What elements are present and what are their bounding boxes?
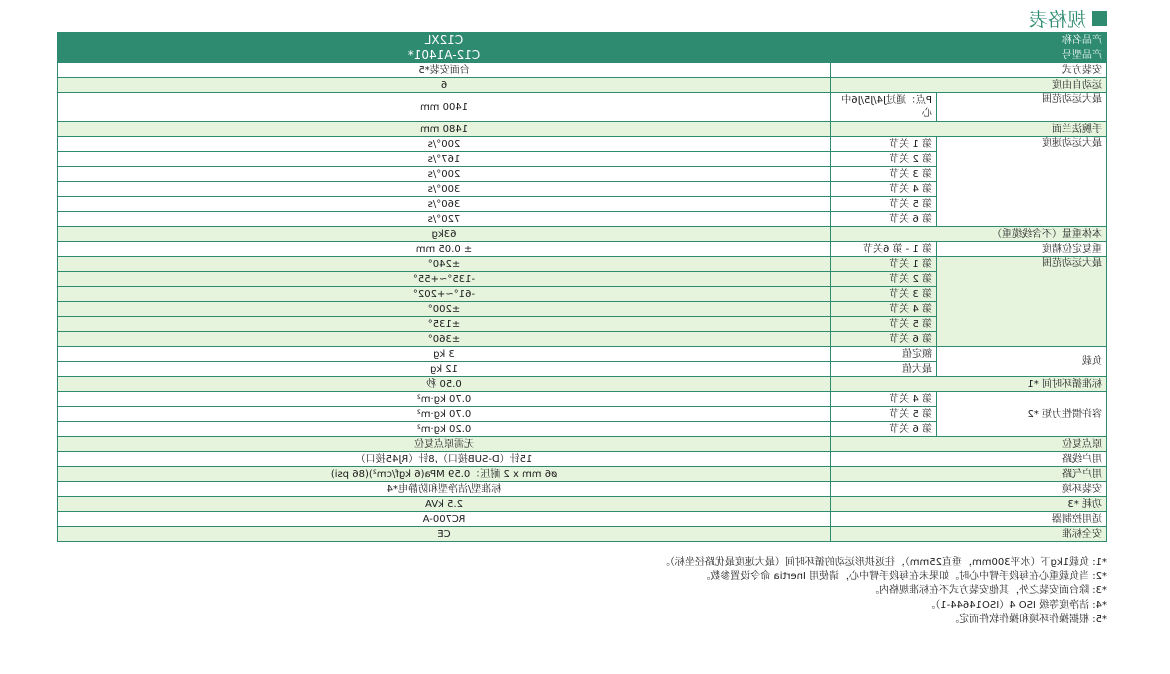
table-row bbox=[58, 497, 1107, 512]
row-value: 167°/s bbox=[58, 152, 831, 167]
table-row bbox=[58, 482, 1107, 497]
row-label: 容许惯性力矩 *2 bbox=[937, 392, 1107, 437]
row-value: RC700-A bbox=[58, 512, 831, 527]
row-value: CE bbox=[58, 527, 831, 542]
row-sublabel: 第 6 关节 bbox=[831, 332, 937, 347]
table-row bbox=[58, 377, 1107, 392]
row-value: 720°/s bbox=[58, 212, 831, 227]
row-value: 台面安装*5 bbox=[58, 63, 831, 78]
row-value: 15针（D-SUB接口）,8针（RJ45接口） bbox=[58, 452, 831, 467]
row-label: 安装方式 bbox=[831, 63, 1107, 78]
row-sublabel: 第 4 关节 bbox=[831, 392, 937, 407]
row-sublabel: 第 6 关节 bbox=[831, 212, 937, 227]
table-row bbox=[58, 93, 1107, 122]
row-sublabel: 第 1 关节 bbox=[831, 137, 937, 152]
table-row bbox=[58, 137, 1107, 152]
row-value: C12XL bbox=[58, 33, 831, 48]
row-value: 3 kg bbox=[58, 347, 831, 362]
row-value: -61°~+202° bbox=[58, 287, 831, 302]
row-value: 0.20 kg·m² bbox=[58, 422, 831, 437]
row-value: -135°~+55° bbox=[58, 272, 831, 287]
table-row bbox=[58, 437, 1107, 452]
spec-table bbox=[57, 32, 1107, 542]
table-row bbox=[58, 63, 1107, 78]
row-sublabel: 第 4 关节 bbox=[831, 182, 937, 197]
row-value: 200°/s bbox=[58, 137, 831, 152]
row-sublabel: 第 1 关节 bbox=[831, 257, 937, 272]
row-label: 负载 bbox=[937, 347, 1107, 377]
row-sublabel: 最大值 bbox=[831, 362, 937, 377]
table-row bbox=[58, 512, 1107, 527]
row-value: 12 kg bbox=[58, 362, 831, 377]
row-value: ±135° bbox=[58, 317, 831, 332]
row-sublabel: 第 5 关节 bbox=[831, 317, 937, 332]
row-label: 安装环境 bbox=[831, 482, 1107, 497]
table-row bbox=[58, 78, 1107, 93]
row-value: ø6 mm x 2 耐压：0.59 MPa(6 kgf/cm²)(86 psi) bbox=[58, 467, 831, 482]
row-value: 0.70 kg·m² bbox=[58, 407, 831, 422]
table-row bbox=[58, 347, 1107, 362]
row-value: 360°/s bbox=[58, 197, 831, 212]
row-label: 用户线路 bbox=[831, 452, 1107, 467]
table-row bbox=[58, 392, 1107, 407]
footnote: *1: 负载1kg下（水平300mm，垂直25mm），往返拱形运动的循环时间（最大速度最优路径坐标）。 bbox=[659, 557, 1107, 568]
spec-title bbox=[1029, 6, 1107, 30]
footnotes bbox=[660, 556, 1107, 627]
row-value: 2.5 kVA bbox=[58, 497, 831, 512]
row-sublabel: 第 3 关节 bbox=[831, 287, 937, 302]
title-square-icon bbox=[1092, 11, 1107, 26]
table-row bbox=[58, 122, 1107, 137]
row-label: 手腕法兰面 bbox=[831, 122, 1107, 137]
row-sublabel: 第 5 关节 bbox=[831, 407, 937, 422]
row-label: 功耗 *3 bbox=[831, 497, 1107, 512]
row-label: 产品名称 bbox=[831, 33, 1107, 48]
row-value: 0.50 秒 bbox=[58, 377, 831, 392]
row-sublabel: 第 2 关节 bbox=[831, 272, 937, 287]
row-label: 产品型号 bbox=[831, 48, 1107, 63]
table-row bbox=[58, 257, 1107, 272]
footnote: *2: 当负载重心在每段手臂中心时。如果未在每段手臂中心，请使用 Inertia 命令设置参数。 bbox=[700, 571, 1107, 583]
table-row bbox=[58, 48, 1107, 63]
table-row bbox=[58, 467, 1107, 482]
row-label: 本体重量（不含线缆重） bbox=[831, 227, 1107, 242]
table-row bbox=[58, 227, 1107, 242]
row-label: 最大运动范围 bbox=[937, 257, 1107, 347]
row-value: ±240° bbox=[58, 257, 831, 272]
row-value: 1480 mm bbox=[58, 122, 831, 137]
row-value: 200°/s bbox=[58, 167, 831, 182]
footnote: *3: 除台面安装之外，其他安装方式不在标准规格内。 bbox=[869, 585, 1107, 597]
row-sublabel: 第 2 关节 bbox=[831, 152, 937, 167]
row-sublabel: 第 1 - 第 6关节 bbox=[831, 242, 937, 257]
row-value: 0.70 kg·m² bbox=[58, 392, 831, 407]
row-value: 标准型/洁净型和防静电*4 bbox=[58, 482, 831, 497]
row-sublabel: 额定值 bbox=[831, 347, 937, 362]
footnote: *4: 洁净度等级 ISO 4（ISO14644-1）。 bbox=[925, 599, 1107, 611]
row-label: 最大运动速度 bbox=[937, 137, 1107, 227]
row-label: 标准循环时间 *1 bbox=[831, 377, 1107, 392]
row-value: 63kg bbox=[58, 227, 831, 242]
row-sublabel: P点：通过J4/J5/J6中心 bbox=[831, 93, 937, 122]
table-row bbox=[58, 527, 1107, 542]
row-sublabel: 第 3 关节 bbox=[831, 167, 937, 182]
title-text: 规格表 bbox=[1028, 8, 1086, 31]
row-label: 重复定位精度 bbox=[937, 242, 1107, 257]
row-label: 最大运动范围 bbox=[937, 93, 1107, 122]
row-value: ±200° bbox=[58, 302, 831, 317]
table-row bbox=[58, 452, 1107, 467]
row-label: 安全标准 bbox=[831, 527, 1107, 542]
row-sublabel: 第 5 关节 bbox=[831, 197, 937, 212]
row-value: 无需原点复位 bbox=[58, 437, 831, 452]
row-value: ± 0.05 mm bbox=[58, 242, 831, 257]
table-row bbox=[58, 242, 1107, 257]
row-label: 原点复位 bbox=[831, 437, 1107, 452]
row-value: C12-A1401* bbox=[58, 48, 831, 63]
row-label: 运动自由度 bbox=[831, 78, 1107, 93]
row-value: 300°/s bbox=[58, 182, 831, 197]
row-label: 用户气路 bbox=[831, 467, 1107, 482]
row-label: 适用控制器 bbox=[831, 512, 1107, 527]
row-value: ±360° bbox=[58, 332, 831, 347]
row-value: 1400 mm bbox=[58, 93, 831, 122]
table-row bbox=[58, 33, 1107, 48]
footnote: *5: 根据操作环境和操作软件而定。 bbox=[949, 613, 1107, 625]
row-sublabel: 第 4 关节 bbox=[831, 302, 937, 317]
row-value: 6 bbox=[58, 78, 831, 93]
row-sublabel: 第 6 关节 bbox=[831, 422, 937, 437]
